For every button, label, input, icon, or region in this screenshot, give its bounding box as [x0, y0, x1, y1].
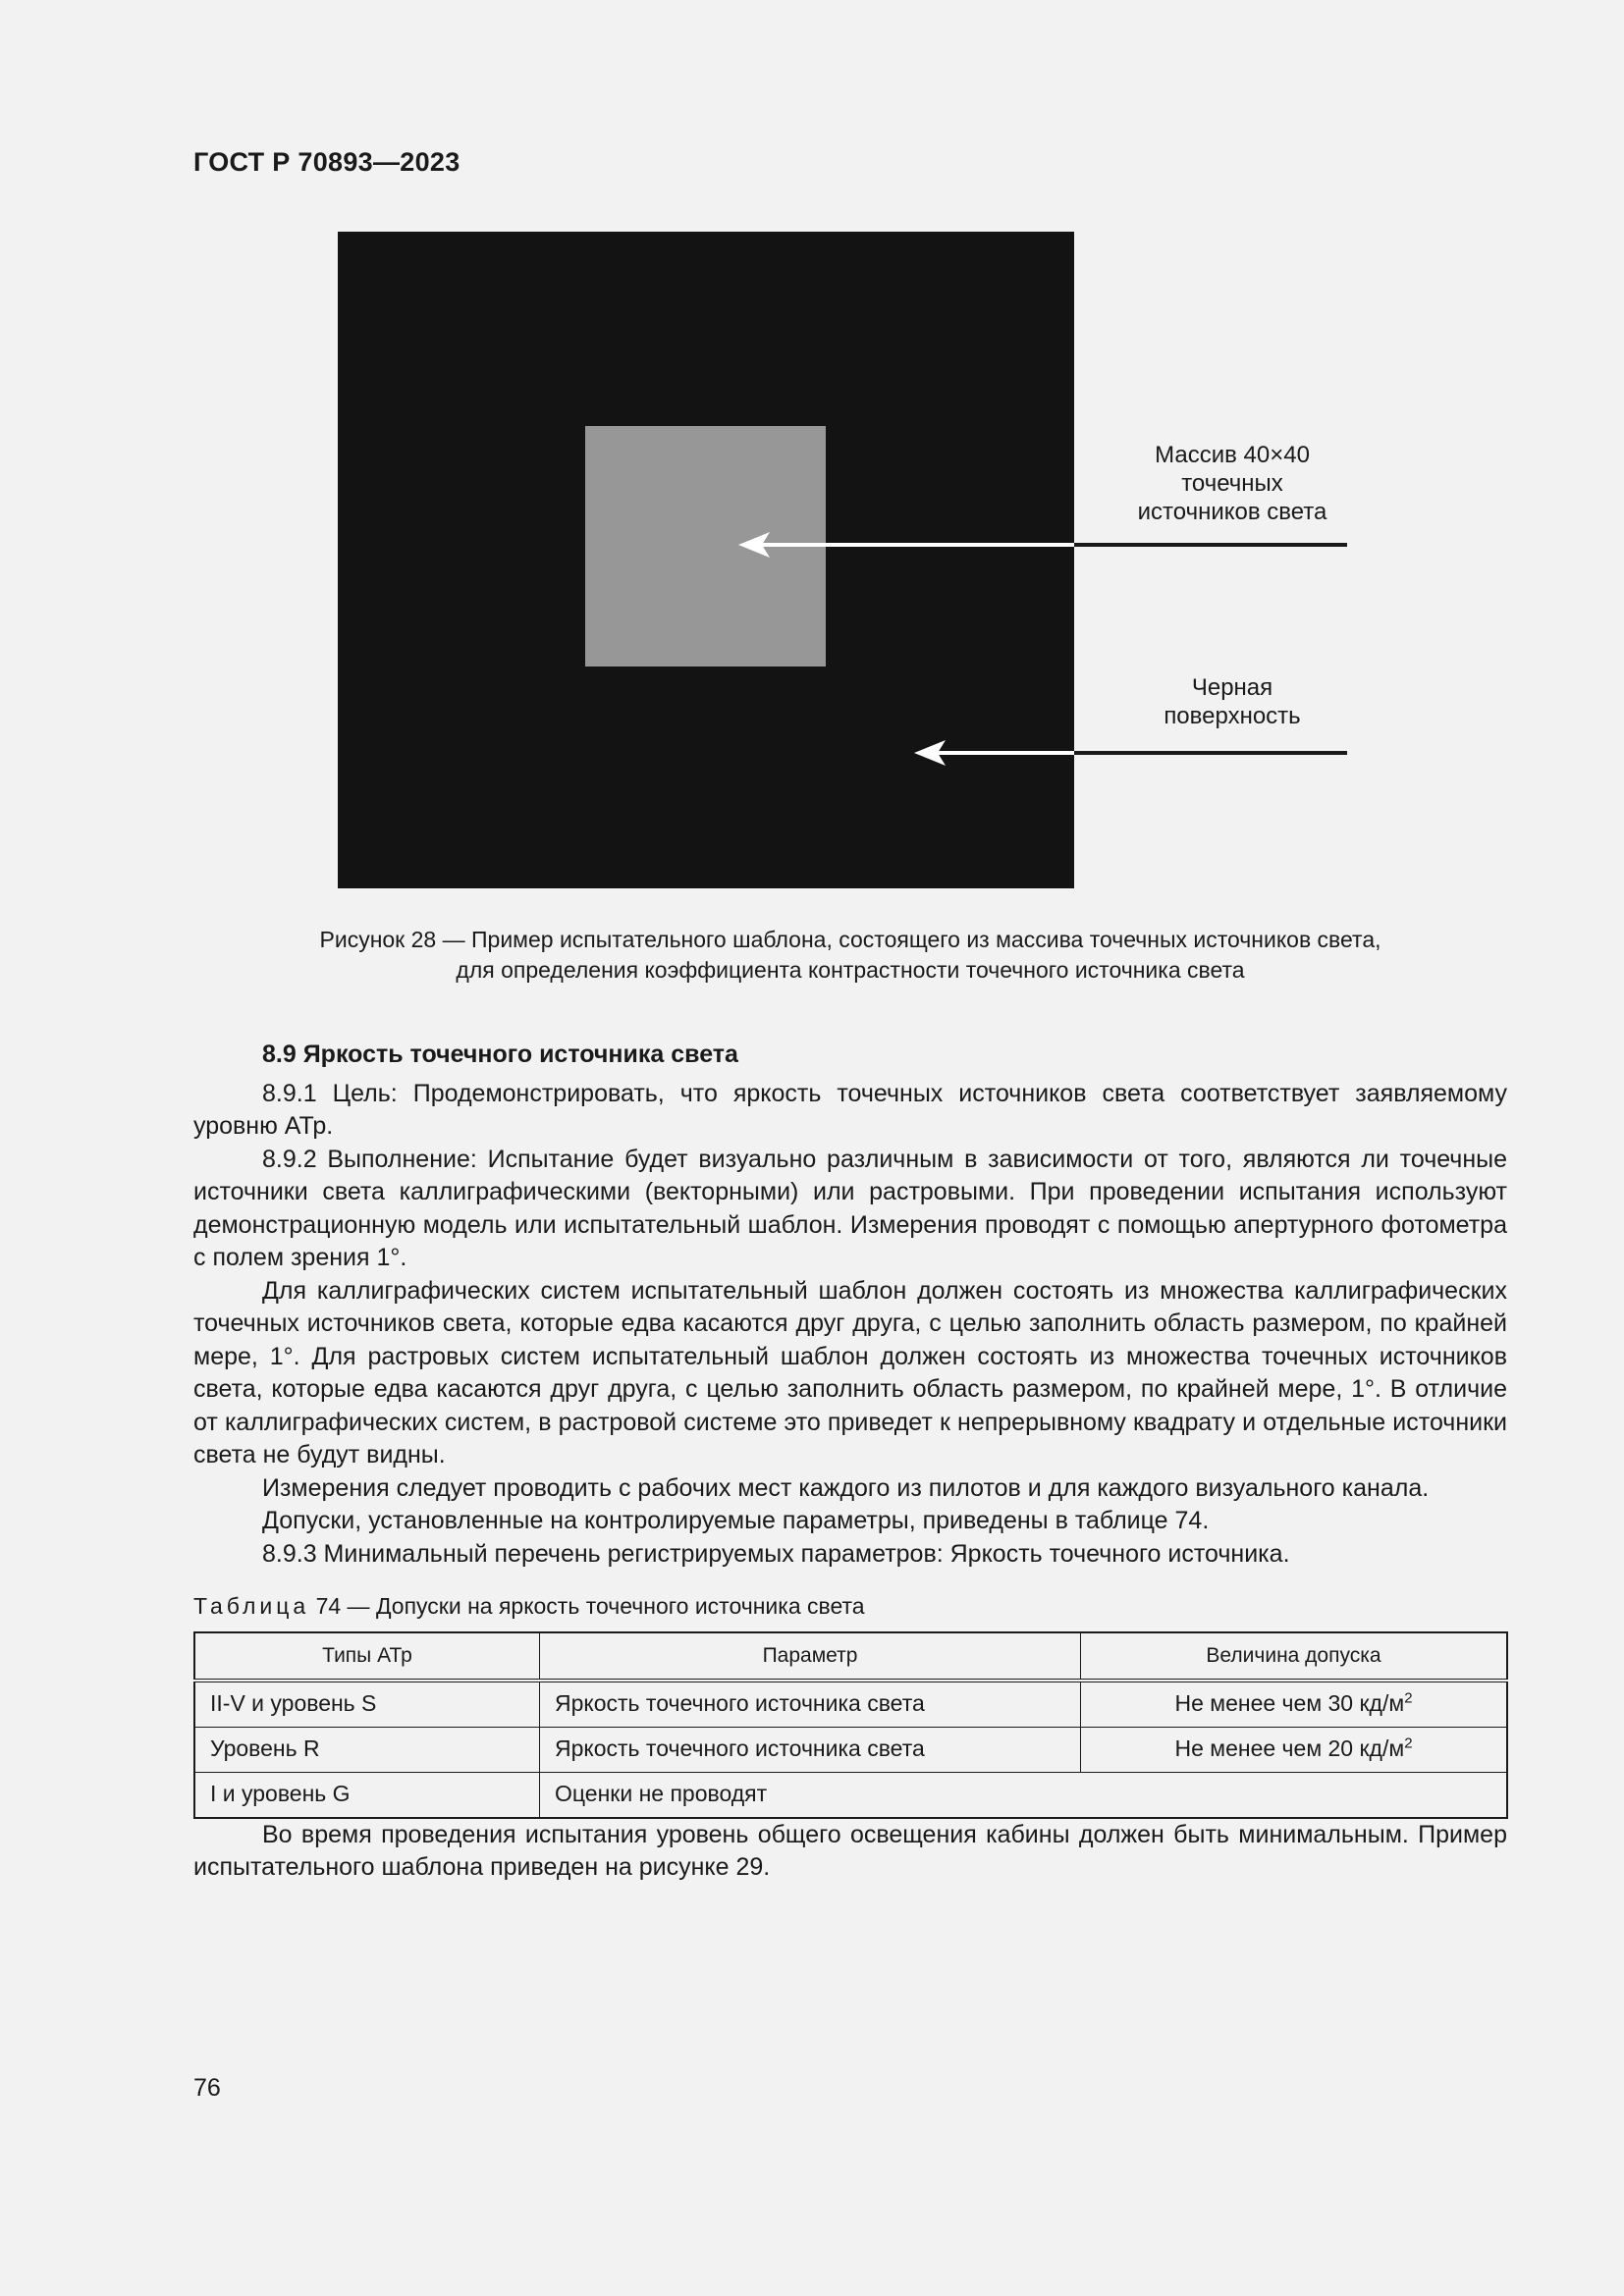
section-8-9	[193, 1039, 1507, 1885]
header-cell-value: Величина допуска	[1081, 1632, 1508, 1681]
cell-param: Яркость точечного источника света	[540, 1681, 1081, 1728]
page-header-standard-id: ГОСТ Р 70893—2023	[193, 147, 460, 177]
label-array-line: точечных	[1181, 470, 1283, 497]
paragraph: Измерения следует проводить с рабочих мест каждого из пилотов и для каждого визуального канала.	[262, 1473, 1430, 1502]
arrow-to-array	[738, 532, 1347, 558]
page-number: 76	[193, 2074, 221, 2102]
label-array-line: Массив 40×40	[1155, 442, 1310, 468]
paragraph: 8.9.3 Минимальный перечень регистрируемых параметров: Яркость точечного источника.	[262, 1539, 1290, 1568]
cell-value-sup: 2	[1404, 1689, 1413, 1707]
section-heading: 8.9 Яркость точечного источника света	[262, 1041, 738, 1068]
paragraph: Допуски, установленные на контролируемые параметры, приведены в таблице 74.	[262, 1507, 1210, 1534]
caption-line: Рисунок 28 — Пример испытательного шаблона, состоящего из массива точечных источников света,	[319, 927, 1381, 952]
figure-28	[0, 0, 1624, 991]
label-point-source-array	[1114, 441, 1350, 526]
table-row	[194, 1772, 1507, 1818]
tolerance-table	[193, 1631, 1508, 1819]
cell-type: Уровень R	[194, 1727, 540, 1772]
cell-value-sup: 2	[1404, 1735, 1413, 1752]
paragraph: Для каллиграфических систем испытательный шаблон должен состоять из множества каллиграфических точечных источников света, которые едва касаются друг друга, с целью заполнить область размером, по крайней мере, 1°. Для растровых систем испытательный шаблон должен состоять из множества точечных источников света, которые едва касаются друг друга, с целью заполнить область размером, по крайней мере, 1°. В отличие от каллиграфических систем, в растровой системе это приведет к непрерывному квадрату и отдельные источники света не будут видны.	[193, 1276, 1507, 1468]
cell-param-merged: Оценки не проводят	[540, 1772, 1508, 1818]
cell-value	[1081, 1681, 1508, 1728]
table-caption-word: Таблица	[193, 1593, 310, 1619]
table-caption	[193, 1590, 1507, 1624]
cell-value-text: Не менее чем 20 кд/м	[1174, 1735, 1405, 1762]
figure-caption	[193, 925, 1507, 986]
paragraph: 8.9.1 Цель: Продемонстрировать, что яркость точечных источников света соответствует заявляемому уровню АТр.	[193, 1079, 1507, 1140]
table-caption-text: 74 — Допуски на яркость точечного источника света	[309, 1593, 865, 1619]
table-header-row	[194, 1632, 1507, 1681]
arrow-to-black-surface	[914, 740, 1347, 766]
label-black-surface	[1114, 673, 1350, 730]
cell-type: I и уровень G	[194, 1772, 540, 1818]
cell-value	[1081, 1727, 1508, 1772]
caption-line: для определения коэффициента контрастности точечного источника света	[456, 957, 1245, 983]
table-row	[194, 1727, 1507, 1772]
label-black-line: Черная	[1191, 674, 1273, 701]
cell-type: II-V и уровень S	[194, 1681, 540, 1728]
callout-arrows	[0, 0, 1624, 991]
label-black-line: поверхность	[1164, 703, 1301, 729]
paragraph: Во время проведения испытания уровень общего освещения кабины должен быть минимальным. Пример испытательного шаблона приведен на рисунке 29.	[193, 1820, 1507, 1881]
cell-param: Яркость точечного источника света	[540, 1727, 1081, 1772]
header-cell-param: Параметр	[540, 1632, 1081, 1681]
header-cell-type: Типы АТр	[194, 1632, 540, 1681]
paragraph: 8.9.2 Выполнение: Испытание будет визуально различным в зависимости от того, являются ли точечные источники света каллиграфическими (векторными) или растровыми. При проведении испытания используют демонстрационную модель или испытательный шаблон. Измерения проводят с помощью апертурного фотометра с полем зрения 1°.	[193, 1145, 1507, 1271]
cell-value-text: Не менее чем 30 кд/м	[1174, 1690, 1405, 1717]
table-row	[194, 1681, 1507, 1728]
label-array-line: источников света	[1137, 499, 1327, 525]
